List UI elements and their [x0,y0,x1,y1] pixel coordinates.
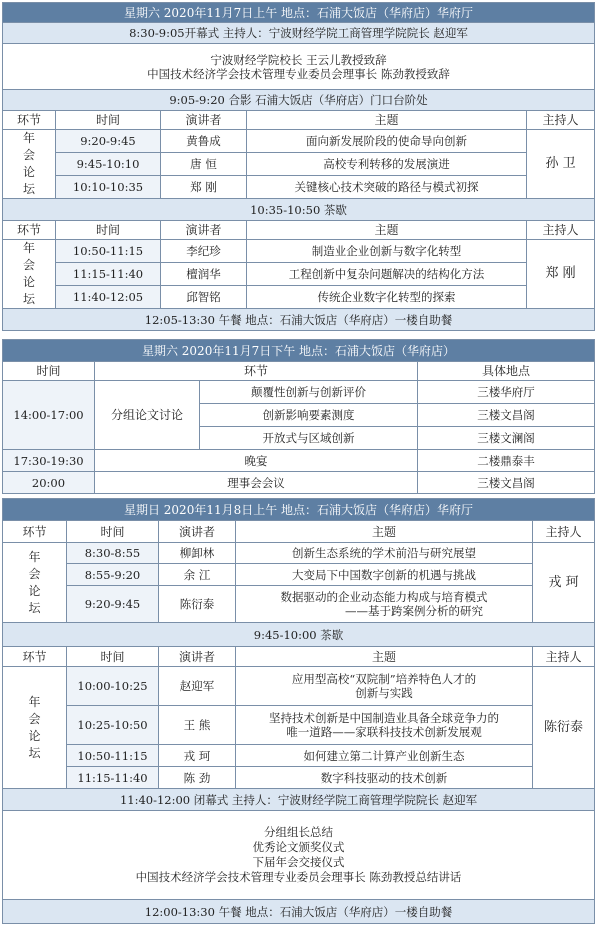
col-host: 主持人 [527,221,595,240]
talk-speaker: 李纪珍 [161,240,247,263]
col-session: 环节 [3,521,67,543]
topic-line: ——基于跨案例分析的研究 [345,604,483,618]
talk-time: 9:20-9:45 [67,586,159,623]
topic-line: 坚持技术创新是中国制造业具备全球竞争力的 [269,711,499,725]
col-time: 时间 [56,111,161,130]
section-header: 星期六 2020年11月7日下午 地点：石浦大饭店（华府店） [3,340,595,362]
topic-line: 创新生态系统的学术前沿与研究展望 [292,546,476,560]
talk-topic: 传统企业数字化转型的探索 [247,286,527,309]
topic-line: 数据驱动的企业动态能力构成与培育模式 [280,590,488,604]
talk-speaker: 王 熊 [159,706,236,745]
dinner-time: 17:30-19:30 [3,450,95,472]
talk-topic [236,667,533,706]
section-header: 星期六 2020年11月7日上午 地点：石浦大饭店（华府店）华府厅 [3,3,595,23]
col-speaker: 演讲者 [161,221,247,240]
schedule-sat-afternoon [2,339,595,494]
talk-topic: 工程创新中复杂问题解决的结构化方法 [247,263,527,286]
talk-speaker: 余 江 [159,564,236,586]
col-topic: 主题 [247,111,527,130]
col-host: 主持人 [533,521,595,543]
session-host: 戎 珂 [533,543,595,623]
council-place: 三楼文昌阁 [418,472,595,494]
col-host: 主持人 [533,647,595,667]
talk-speaker: 檀润华 [161,263,247,286]
closing-line: 中国技术经济学会技术管理专业委员会理事长 陈劲教授总结讲话 [135,870,462,884]
group-photo: 9:05-9:20 合影 石浦大饭店（华府店）门口台阶处 [3,90,595,111]
col-session: 环节 [95,362,418,381]
col-topic: 主题 [236,647,533,667]
schedule-sun-morning [2,498,595,924]
talk-speaker: 柳卸林 [159,543,236,564]
col-topic: 主题 [247,221,527,240]
talk-topic [236,543,533,564]
col-session: 环节 [3,221,56,240]
talk-time: 11:15-11:40 [67,767,159,789]
topic-line: 如何建立第二计算产业创新生态 [303,748,465,763]
talk-time: 10:00-10:25 [67,667,159,706]
group-topic: 创新影响要素测度 [200,404,418,427]
col-speaker: 演讲者 [159,647,236,667]
group-time: 14:00-17:00 [3,381,95,450]
talk-topic: 关键核心技术突破的路径与模式初探 [247,176,527,199]
talk-topic [236,767,533,789]
speech-line: 宁波财经学院校长 王云儿教授致辞 [210,52,387,67]
talk-topic [236,745,533,767]
closing-items [3,811,595,900]
talk-speaker: 陈衍泰 [159,586,236,623]
topic-line: 大变局下中国数字创新的机遇与挑战 [292,567,476,582]
talk-speaker: 戎 珂 [159,745,236,767]
topic-line: 唯一道路——家联科技技术创新发展观 [286,725,482,739]
group-topic: 开放式与区域创新 [200,427,418,450]
talk-time: 10:25-10:50 [67,706,159,745]
col-host: 主持人 [527,111,595,130]
talk-topic: 高校专利转移的发展演进 [247,153,527,176]
council-time: 20:00 [3,472,95,494]
closing-line: 优秀论文颁奖仪式 [252,840,345,854]
topic-line: 创新与实践 [355,686,413,700]
talk-topic: 面向新发展阶段的使命导向创新 [247,130,527,153]
tea-break: 10:35-10:50 茶歇 [3,199,595,221]
col-speaker: 演讲者 [159,521,236,543]
closing-line: 分组组长总结 [264,825,333,839]
talk-time: 10:50-11:15 [56,240,161,263]
session-host: 郑 刚 [527,240,595,309]
group-place: 三楼文澜阁 [418,427,595,450]
talk-time: 8:55-9:20 [67,564,159,586]
closing-ceremony: 11:40-12:00 闭幕式 主持人：宁波财经学院工商管理学院院长 赵迎军 [3,789,595,811]
col-time: 时间 [3,362,95,381]
talk-time: 11:40-12:05 [56,286,161,309]
col-time: 时间 [67,647,159,667]
talk-time: 11:15-11:40 [56,263,161,286]
speech-line: 中国技术经济学会技术管理专业委员会理事长 陈劲教授致辞 [147,66,450,81]
col-session: 环节 [3,647,67,667]
col-time: 时间 [56,221,161,240]
talk-topic [236,564,533,586]
col-place: 具体地点 [418,362,595,381]
opening-speeches [3,44,595,90]
session-host: 孙 卫 [527,130,595,199]
tea-break: 9:45-10:00 茶歇 [3,623,595,647]
group-place: 三楼华府厅 [418,381,595,404]
talk-time: 9:45-10:10 [56,153,161,176]
lunch: 12:05-13:30 午餐 地点：石浦大饭店（华府店）一楼自助餐 [3,309,595,331]
topic-line: 应用型高校“双院制”培养特色人才的 [291,672,477,686]
schedule-sat-morning [2,2,595,331]
dinner-label: 晚宴 [95,450,418,472]
topic-line: 数字科技驱动的技术创新 [320,770,448,785]
closing-line: 下届年会交接仪式 [252,855,345,869]
talk-speaker: 赵迎军 [159,667,236,706]
col-topic: 主题 [236,521,533,543]
talk-topic [236,586,533,623]
forum-label: 年会论坛 [3,240,56,309]
talk-speaker: 陈 劲 [159,767,236,789]
council-label: 理事会会议 [95,472,418,494]
talk-topic [236,706,533,745]
talk-time: 8:30-8:55 [67,543,159,564]
group-label: 分组论文讨论 [95,381,200,450]
opening-ceremony: 8:30-9:05开幕式 主持人：宁波财经学院工商管理学院院长 赵迎军 [3,23,595,44]
talk-speaker: 郑 刚 [161,176,247,199]
session-host: 陈衍泰 [533,667,595,789]
group-place: 三楼文昌阁 [418,404,595,427]
talk-speaker: 黄鲁成 [161,130,247,153]
forum-label: 年会论坛 [3,543,67,623]
lunch: 12:00-13:30 午餐 地点：石浦大饭店（华府店）一楼自助餐 [3,900,595,924]
talk-speaker: 唐 恒 [161,153,247,176]
talk-speaker: 邱智铭 [161,286,247,309]
col-speaker: 演讲者 [161,111,247,130]
talk-time: 10:50-11:15 [67,745,159,767]
group-topic: 颠覆性创新与创新评价 [200,381,418,404]
section-header: 星期日 2020年11月8日上午 地点：石浦大饭店（华府店）华府厅 [3,499,595,521]
dinner-place: 二楼鼎泰丰 [418,450,595,472]
forum-label: 年会论坛 [3,130,56,199]
col-time: 时间 [67,521,159,543]
talk-topic: 制造业企业创新与数字化转型 [247,240,527,263]
talk-time: 10:10-10:35 [56,176,161,199]
forum-label: 年会论坛 [3,667,67,789]
col-session: 环节 [3,111,56,130]
talk-time: 9:20-9:45 [56,130,161,153]
